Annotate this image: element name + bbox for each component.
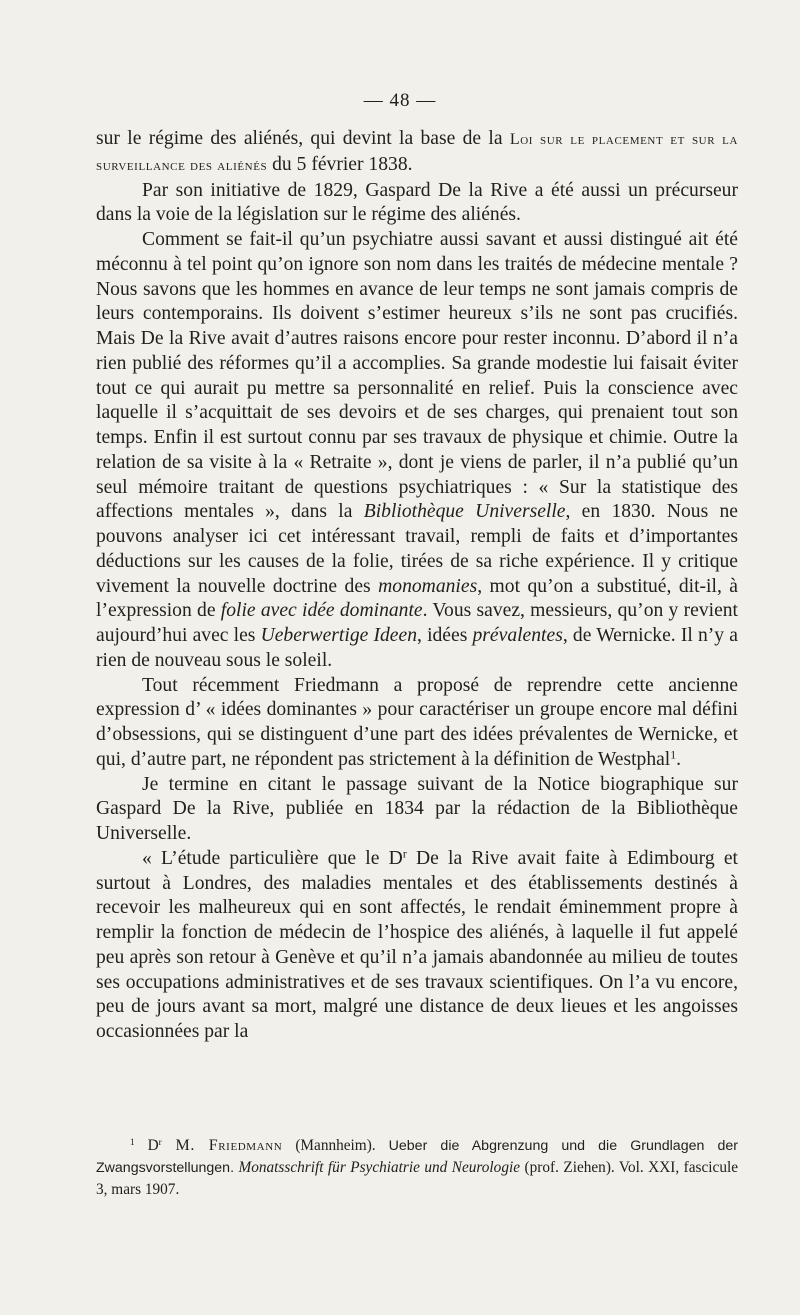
superscript: r [402, 847, 407, 861]
text-run: . [676, 748, 682, 770]
italic-term: monomanies [378, 575, 478, 597]
footnote-ref: 1 [670, 748, 677, 762]
paragraph-5: Je termine en citant le passage suivant de la Notice biographique sur Gaspard De la Rive, publiée en 1834 par la rédaction de la Bibliothèque Universelle. [96, 773, 738, 844]
text-run: Tout récemment Friedmann a proposé de reprendre cette ancienne expression d’ « idées dominantes » pour caractériser un groupe encore mal défini d’obsessions, qui se distinguent d’une part des idées prévalentes de Wernicke, et qui, d’autre part, ne répondent pas strictement à la définition de Westphal [96, 674, 738, 770]
italic-term: prévalentes [472, 625, 563, 646]
footnote-author: M. Friedmann [161, 1137, 283, 1154]
text-run: , de Wernicke. Il n’y a rien de nouveau sous le soleil. [96, 625, 738, 671]
italic-term: folie avec idée dominante [220, 600, 423, 622]
text-run: . Vous savez, messieurs, qu’on y revient aujourd’hui avec les [96, 600, 739, 646]
paragraph-6 [96, 847, 738, 1045]
paragraph-1 [96, 127, 738, 179]
footnote-number: 1 [130, 1136, 135, 1147]
italic-term: Ueberwertige Ideen [260, 625, 417, 646]
law-title-smallcaps: Loi sur le placement et sur la surveillance des aliénés [96, 131, 739, 174]
text-run: D [147, 1137, 159, 1154]
text-run: Comment se fait-il qu’un psychiatre aussi savant et aussi distingué ait été méconnu à tel point qu’on ignore son nom dans les traités de médecine mentale ? Nous savons que les hommes en avance de leur temps ne sont jamais compris de leurs contemporains. Ils doivent s’estimer heureux s’ils ne sont pas crucifiés. Mais De la Rive avait d’autres raisons encore pour rester inconnu. D’abord il n’a rien publié des réformes qu’il a accomplies. Sa grande modestie lui faisait éviter tout ce qui aurait pu mettre sa personnalité en relief. Puis la conscience avec laquelle il s’acquittait de ses devoirs et de ses charges, qui prenaient tout son temps. Enfin il est surtout connu par ses travaux de physique et chimie. Outre la relation de sa visite à la « Retraite », dont je viens de parler, il n’a publié qu’un seul mémoire traitant de questions psychiatriques : « Sur la statistique des affections mentales », dans la [96, 229, 738, 523]
text-run: , en 1830. Nous ne pouvons analyser ici cet intéressant travail, rempli de faits et d’importantes déductions sur les causes de la folie, tirées de sa riche expérience. Il y critique vivement la nouvelle doctrine des [96, 501, 738, 597]
page-number-header: — 48 — [363, 90, 437, 111]
paragraph-4 [96, 674, 738, 773]
main-text [96, 127, 738, 1045]
text-run: De la Rive avait faite à Edimbourg et surtout à Londres, des maladies mentales et des établissements destinés à recevoir les malheureux qui en sont affectés, le rendait éminemment propre à remplir la fonction de médecin de l’hospice des aliénés, à laquelle il fut appelé peu après son retour à Genève et qu’il n’a jamais abandonnée au milieu de toutes ses occupations administratives et de ses travaux scientifiques. On l’a vu encore, peu de jours avant sa mort, malgré une distance de deux lieues et les angoisses occasionnées par la [96, 847, 739, 1042]
superscript: r [158, 1136, 162, 1147]
paragraph-2: Par son initiative de 1829, Gaspard De la Rive a été aussi un précurseur dans la voie de la législation sur le régime des aliénés. [96, 179, 738, 226]
text-run: du 5 février 1838. [267, 153, 413, 175]
text-run: , mot qu’on a substitué, dit-il, à l’expression de [96, 575, 738, 622]
text-run: (Mannheim). [282, 1137, 389, 1154]
text-run: Vol. XXI, fascicule 3, mars 1907. [96, 1159, 739, 1198]
footnote-1 [96, 1135, 738, 1201]
text-run: sur le régime des aliénés, qui devint la base de la [96, 128, 510, 149]
text-run: , idées [417, 625, 473, 646]
footnote-title: Ueber die Abgrenzung und die Grundlagen der Zwangsvorstellungen. [96, 1138, 739, 1176]
italic-citation: Bibliothèque Universelle [363, 501, 566, 523]
text-run: (prof. Ziehen). [520, 1159, 615, 1176]
paragraph-3 [96, 228, 738, 674]
text-run: « L’étude particulière que le D [142, 847, 403, 869]
footnotes [96, 1135, 738, 1201]
footnote-journal: Monatsschrift für Psychiatrie und Neurologie [238, 1159, 521, 1176]
